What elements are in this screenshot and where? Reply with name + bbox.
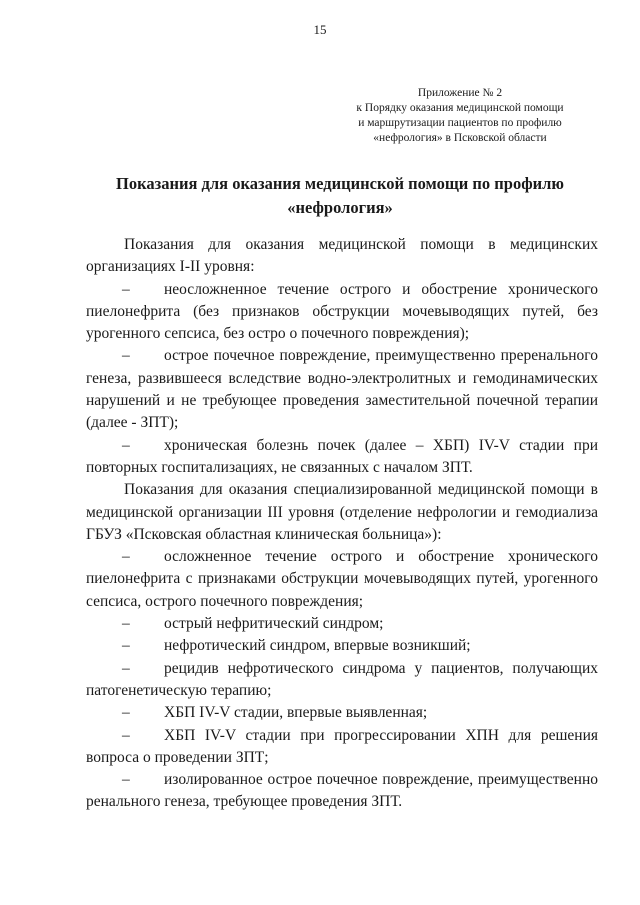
list-item-text: хроническая болезнь почек (далее – ХБП) IV-V стадии при повторных госпитализациях, не связанных с началом ЗПТ. [86, 436, 598, 476]
list-item-text: неосложненное течение острого и обострение хронического пиелонефрита (без признаков обструкции мочевыводящих путей, без урогенного сепсиса, без остро о почечного повреждения); [86, 280, 598, 343]
list-item-text: ХБП IV-V стадии, впервые выявленная; [164, 704, 428, 722]
dash-marker: – [122, 726, 130, 744]
list-item [86, 725, 598, 770]
appendix-header [340, 86, 580, 146]
dash-marker: – [122, 704, 130, 722]
list-item-text: нефротический синдром, впервые возникший; [164, 637, 471, 655]
list-item-text: острое почечное повреждение, преимущественно преренального генеза, развившееся вследствие водно-электролитных и гемодинамических нарушений и не требующее проведения заместительной почечной терапии (далее - ЗПТ); [86, 347, 598, 432]
dash-marker: – [122, 615, 130, 633]
appendix-line: «нефрология» в Псковской области [373, 132, 547, 144]
dash-marker: – [122, 347, 130, 365]
list-item [86, 435, 598, 480]
dash-marker: – [122, 659, 130, 677]
document-body [86, 234, 598, 814]
list-item-text: ХБП IV-V стадии при прогрессировании ХПН для решения вопроса о проведении ЗПТ; [86, 726, 598, 766]
appendix-line: к Порядку оказания медицинской помощи [356, 102, 564, 114]
list-item-text: осложненное течение острого и обострение хронического пиелонефрита с признаками обструкции мочевыводящих путей, урогенного сепсиса, острого почечного повреждения; [86, 548, 598, 610]
list-item [86, 613, 598, 635]
dash-marker: – [122, 548, 130, 566]
list-item [86, 702, 598, 724]
document-title [80, 172, 600, 220]
list-item [86, 546, 598, 613]
appendix-line: Приложение № 2 [417, 87, 503, 99]
appendix-line: и маршрутизации пациентов по профилю [358, 117, 562, 129]
list-item-text: рецидив нефротического синдрома у пациентов, получающих патогенетическую терапию; [86, 659, 598, 699]
dash-marker: – [122, 771, 130, 789]
dash-marker: – [122, 436, 130, 454]
list-item [86, 279, 598, 346]
dash-marker: – [122, 637, 130, 655]
list-item [86, 635, 598, 657]
list-item [86, 769, 598, 814]
page-number: 15 [313, 22, 327, 37]
list-item [86, 345, 598, 434]
list-item [86, 658, 598, 703]
section1-intro: Показания для оказания медицинской помощи в медицинских организациях I-II уровня: [86, 236, 598, 276]
dash-marker: – [122, 280, 130, 298]
list-item-text: острый нефритический синдром; [164, 615, 384, 633]
list-item-text: изолированное острое почечное повреждение, преимущественно ренального генеза, требующее проведения ЗПТ. [86, 771, 598, 811]
section2-intro: Показания для оказания специализированной медицинской помощи в медицинской организации III уровня (отделение нефрологии и гемодиализа ГБУЗ «Псковская областная клиническая больница»): [86, 481, 598, 543]
title-line: «нефрология» [287, 198, 393, 217]
title-line: Показания для оказания медицинской помощи по профилю [116, 174, 564, 193]
